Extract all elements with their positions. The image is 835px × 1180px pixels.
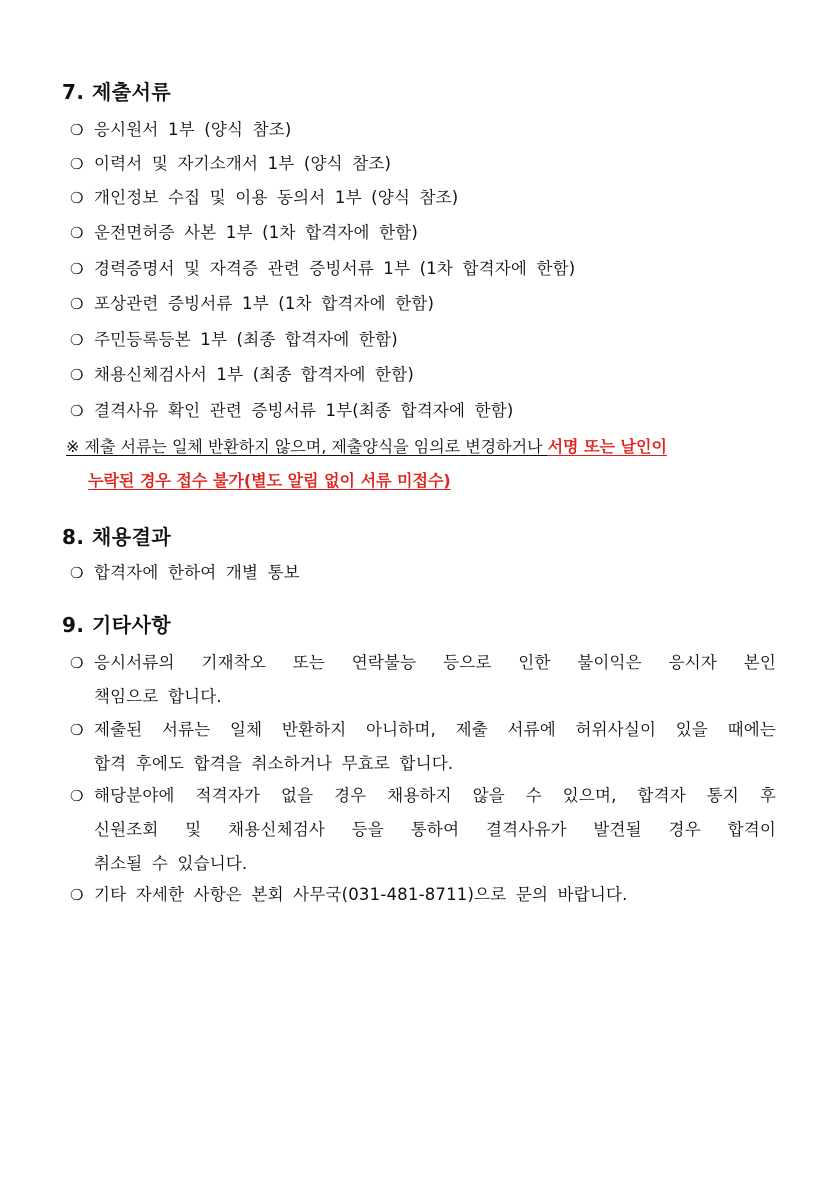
hollow-circle-bullet-icon: ❍ (70, 189, 84, 207)
hollow-circle-bullet-icon: ❍ (70, 402, 84, 420)
hollow-circle-bullet-icon: ❍ (70, 886, 84, 904)
list-item-text: 기타 자세한 사항은 본회 사무국(031-481-8711)으로 문의 바랍니다. (94, 885, 628, 904)
list-item-text: 경력증명서 및 자격증 관련 증빙서류 1부 (1차 합격자에 한함) (94, 259, 576, 278)
list-item (70, 646, 776, 714)
hollow-circle-bullet-icon: ❍ (70, 260, 84, 278)
list-item-text: 운전면허증 사본 1부 (1차 합격자에 한함) (94, 223, 418, 242)
list-item (70, 147, 776, 181)
list-item-text: 이력서 및 자기소개서 1부 (양식 참조) (94, 154, 392, 173)
hollow-circle-bullet-icon: ❍ (70, 366, 84, 384)
list-item-text: 취소될 수 있습니다. (94, 854, 248, 873)
hollow-circle-bullet-icon: ❍ (70, 721, 84, 739)
list-item-text: 응시원서 1부 (양식 참조) (94, 120, 292, 139)
section-title-documents: 7. 제출서류 (62, 80, 172, 104)
list-item-text: 채용신체검사서 1부 (최종 합격자에 한함) (94, 365, 414, 384)
list-item (70, 779, 776, 881)
hollow-circle-bullet-icon: ❍ (70, 224, 84, 242)
list-item (70, 878, 776, 912)
list-item (70, 113, 776, 147)
list-item-text: 신원조회 및 채용신체검사 등을 통하여 결격사유가 발견될 경우 합격이 (94, 820, 776, 839)
list-item (70, 394, 776, 428)
list-item (70, 252, 776, 286)
list-item-text: 합격 후에도 합격을 취소하거나 무효로 합니다. (94, 754, 454, 773)
section-title-other: 9. 기타사항 (62, 613, 172, 637)
list-item-text: 주민등록등본 1부 (최종 합격자에 한함) (94, 330, 398, 349)
hollow-circle-bullet-icon: ❍ (70, 295, 84, 313)
list-item-text: 응시서류의 기재착오 또는 연락불능 등으로 인한 불이익은 응시자 본인 (94, 653, 776, 672)
list-item (70, 713, 776, 781)
list-item (70, 181, 776, 215)
notice-warning-text: 서명 또는 날인이 (547, 437, 667, 456)
list-item (70, 287, 776, 321)
list-item-text: 결격사유 확인 관련 증빙서류 1부(최종 합격자에 한함) (94, 401, 514, 420)
list-item-text: 책임으로 합니다. (94, 687, 222, 706)
hollow-circle-bullet-icon: ❍ (70, 331, 84, 349)
list-item-text: 해당분야에 적격자가 없을 경우 채용하지 않을 수 있으며, 합격자 통지 후 (94, 786, 776, 805)
list-item-text: 제출된 서류는 일체 반환하지 아니하며, 제출 서류에 허위사실이 있을 때에는 (94, 720, 776, 739)
list-item-text: 합격자에 한하여 개별 통보 (94, 563, 300, 582)
hollow-circle-bullet-icon: ❍ (70, 155, 84, 173)
notice-text: ※ 제출 서류는 일체 반환하지 않으며, 제출양식을 임의로 변경하거나 (66, 437, 548, 456)
hollow-circle-bullet-icon: ❍ (70, 121, 84, 139)
submission-notice (66, 430, 774, 498)
list-item (70, 358, 776, 392)
list-item (70, 323, 776, 357)
hollow-circle-bullet-icon: ❍ (70, 787, 84, 805)
list-item (70, 556, 776, 590)
section-title-result: 8. 채용결과 (62, 525, 172, 549)
list-item-text: 개인정보 수집 및 이용 동의서 1부 (양식 참조) (94, 188, 459, 207)
list-item (70, 216, 776, 250)
hollow-circle-bullet-icon: ❍ (70, 654, 84, 672)
list-item-text: 포상관련 증빙서류 1부 (1차 합격자에 한함) (94, 294, 435, 313)
hollow-circle-bullet-icon: ❍ (70, 564, 84, 582)
notice-warning-text: 누락된 경우 접수 불가(별도 알림 없이 서류 미접수) (88, 471, 451, 490)
